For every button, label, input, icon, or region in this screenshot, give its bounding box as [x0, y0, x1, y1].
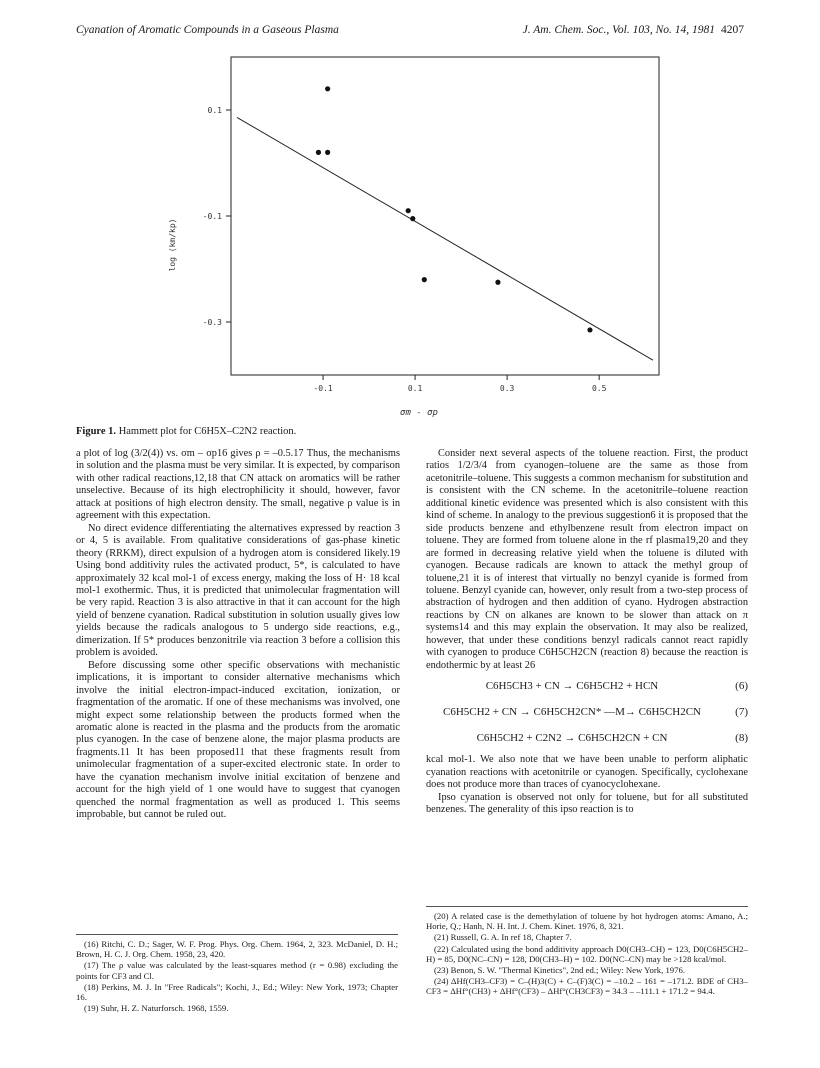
data-point: [587, 327, 592, 332]
reference: (20) A related case is the demethylation of toluene by hot hydrogen atoms: Amano, A.; Horie, Q.; Hanh, N. H. Int. J. Chem. Kinet. 1976, 8, 321.: [426, 911, 748, 932]
x-axis-ticks: [313, 375, 606, 393]
regression-line: [237, 117, 653, 360]
references-right: [426, 906, 748, 998]
left-column: [76, 448, 400, 822]
paragraph: a plot of log (3/2(4)) vs. σm – σp16 gives ρ = –0.5.17 Thus, the mechanisms in solution and the plasma must be very similar. It is expected, by comparison with other radical reactions,12,18 that CN attack on aromatics will be rather unselective. Because of its high electrophilicity it should, however, favor attack at positions of high electron density. The small, negative ρ value is in agreement with this expectation.: [76, 448, 400, 522]
right-column: [426, 448, 748, 816]
reference: (22) Calculated using the bond additivity approach D0(CH3–CH) = 123, D0(C6H5CH2–H) = 85, D0(NC–CN) = 128, D0(CH3–H) = 102. D0(NC–CN) may be >128 kcal/mol.: [426, 943, 748, 964]
page-number: 4207: [721, 24, 744, 36]
y-tick-label: 0.1: [207, 106, 222, 115]
figure-caption-text: Hammett plot for C6H5X–C2N2 reaction.: [118, 426, 297, 437]
reference: (19) Suhr, H. Z. Naturforsch. 1968, 1559.: [84, 1003, 229, 1014]
reference: (23) Benon, S. W. "Thermal Kinetics", 2nd ed.; Wiley: New York, 1976.: [434, 965, 686, 976]
reference: (16) Ritchi, C. D.; Sager, W. F. Prog. Phys. Org. Chem. 1964, 2, 323. McDaniel, D. H.; Brown, H. C. J. Org. Chem. 1958, 23, 420.: [76, 939, 398, 960]
paragraph: Consider next several aspects of the toluene reaction. First, the product ratios 1/2/3/4 from cyanogen–toluene are the same as those from acetonitrile–toluene. This suggests a common mechanism for substitution and is consistent with the CN scheme. In the acetonitrile–toluene reaction additional kinetic evidence was presented which is also consistent with this kind of scheme. In analogy to the previous suggestion6 it is proposed that the side products benzene and ethylbenzene result from electron impact on toluene. They are formed from toluene alone in the rf plasma19,20 and they are formed in decreasing relative yield when the toluene is diluted with cyanogen. Because radicals are known to attack the methyl group of toluene,21 it is of interest that virtually no benzyl cyanide is formed from toluene. Benzyl cyanide can, however, only result from a two-step process of abstraction of hydrogen and then addition of cyano. Hydrogen abstraction reactions by CN on alkanes are known to be slower than attack on π systems14 and this may explain the observation. It may also be realized, however, that under these conditions benzyl radicals cannot react rapidly with cyanogen to produce C6H5CH2CN (reaction 8) because the reaction is endothermic by at least 26: [426, 448, 748, 671]
hammett-plot: [155, 55, 675, 423]
reference: (21) Russell, G. A. In ref 18, Chapter 7.: [434, 932, 572, 943]
data-point: [325, 86, 330, 91]
journal-name: J. Am. Chem. Soc., Vol. 103, No. 14, 1981: [522, 24, 715, 36]
reference: (17) The ρ value was calculated by the least-squares method (r = 0.98) excluding the points for CF3 and Cl.: [76, 960, 398, 981]
data-point: [406, 208, 411, 213]
data-point: [316, 150, 321, 155]
x-axis-label: σm - σp: [400, 408, 438, 418]
reference: (24) ΔHf(CH3–CF3) = C–(H)3(C) + C–(F)3(C) = –10.2 – 161 = –171.2. BDE of CH3–CF3 = ΔHf°(CH3) + ΔHf°(CF3) – ΔHf°(CH3CF3) = 34.3 – –111.1 + 171.2 = 94.4.: [426, 976, 748, 997]
equation-6: [426, 676, 748, 698]
figure-caption: [76, 426, 416, 437]
journal-citation: [523, 24, 744, 36]
equation-7: [426, 702, 748, 724]
data-point: [410, 216, 415, 221]
equation-text: C6H5CH3 + CN → C6H5CH2 + HCN: [485, 680, 659, 693]
x-tick-label: -0.1: [313, 384, 333, 393]
x-tick-label: 0.3: [499, 384, 515, 393]
equation-text: C6H5CH2 + CN → C6H5CH2CN* —M→ C6H5CH2CN: [442, 706, 701, 719]
data-point: [325, 150, 330, 155]
equation-8: [426, 728, 748, 750]
y-tick-label: -0.1: [202, 212, 222, 221]
equation-number: (8): [735, 732, 748, 745]
y-axis-ticks: [203, 106, 231, 327]
paragraph: No direct evidence differentiating the alternatives expressed by reaction 3 or 4, 5 is available. From qualitative considerations of gas-phase kinetic theory (RRKM), direct expulsion of a hydrogen atom is considered likely.19 Using bond additivity rules the activated product, 5*, is calculated to have approximately 32 kcal mol-1 of excess energy, making the loss of H· 18 kcal mol-1 exothermic. Thus, it is predicted that unimolecular fragmentation will be very rapid. Reaction 3 is also attractive in that it can account for the high yield of benzene cyanation. Radical substitution in solution usually gives low yields because the radicals analogous to 5 undergo side reactions, e.g., dimerization. If 5* produces benzonitrile via reaction 3 before a collision this problem is avoided.: [76, 522, 400, 659]
paragraph: Before discussing some other specific observations with mechanistic implications, it is important to consider alternative mechanisms which involve the initial electron-impact-induced excitation, ionization, or fragmentation of the aromatic. If one of these mechanisms was involved, one might expect some relationship between the products formed when the aromatic alone is reacted in the plasma and the products from the aromatic plus cyanogen. In the case of benzene alone, the major plasma products are fragments.11 It has been proposed11 that these fragments result from unimolecular fragmentation of a super-excited electronic state. In order to have the cyanation mechanism involve initial excitation of benzene and account for the high yield of 1 one would have to suggest that cyanogen quenched the normal fragmentation as well as produced 1. This seems improbable, but cannot be ruled out.: [76, 659, 400, 821]
reference: (18) Perkins, M. J. In "Free Radicals"; Kochi, J., Ed.; Wiley: New York, 1973; Chapter 16.: [76, 981, 398, 1003]
data-point: [422, 277, 427, 282]
equation-number: (7): [735, 706, 748, 719]
equation-text: C6H5CH2 + C2N2 → C6H5CH2CN + CN: [476, 732, 668, 745]
paragraph: Ipso cyanation is observed not only for toluene, but for all substituted benzenes. The generality of this ipso reaction is to: [426, 791, 748, 815]
plot-frame: [231, 57, 659, 375]
x-tick-label: 0.5: [591, 384, 607, 393]
y-tick-label: -0.3: [202, 318, 222, 327]
paragraph: kcal mol-1. We also note that we have been unable to perform aliphatic cyanation reactions with acetonitrile or cyanogen. Specifically, cyclohexane does not produce more than traces of cyanocyclohexane.: [426, 754, 748, 791]
equation-number: (6): [735, 680, 748, 693]
article-title: Cyanation of Aromatic Compounds in a Gaseous Plasma: [76, 24, 339, 36]
y-axis-label: log (km/kp): [168, 218, 177, 272]
data-points: [316, 86, 593, 332]
figure-label: Figure 1.: [76, 426, 117, 437]
references-left: [76, 934, 398, 1014]
data-point: [495, 280, 500, 285]
running-head: [76, 24, 744, 42]
x-tick-label: 0.1: [407, 384, 423, 393]
